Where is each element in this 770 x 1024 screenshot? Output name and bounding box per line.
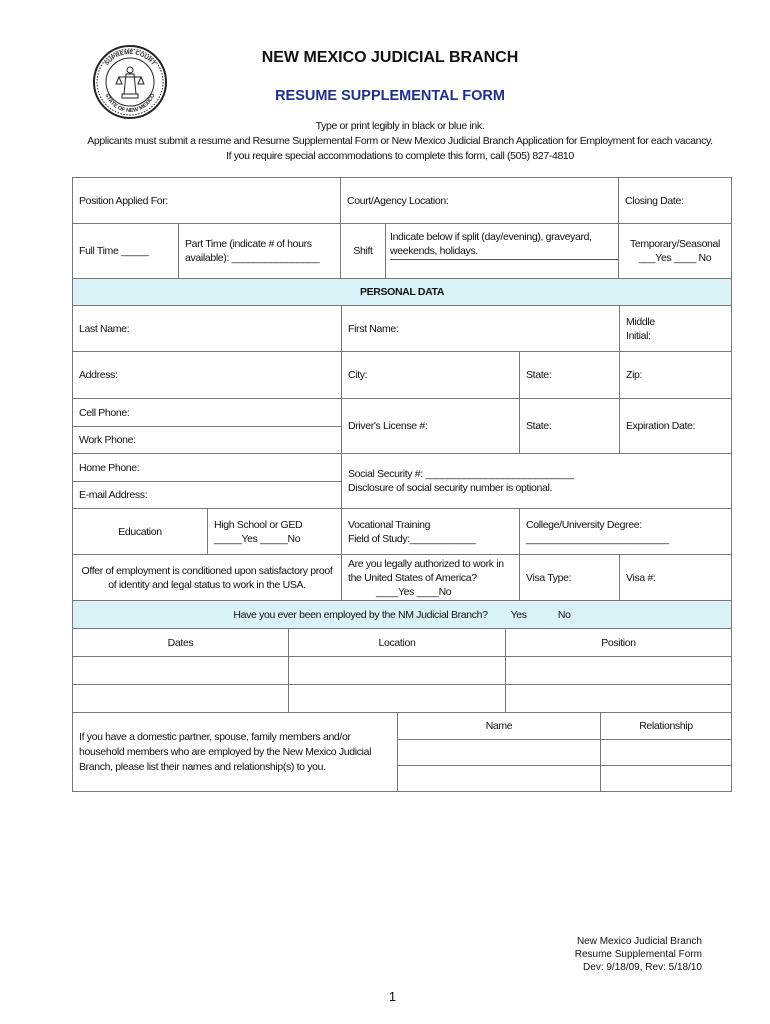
visa-type-field[interactable]: Visa Type:: [520, 555, 620, 601]
form-title: NEW MEXICO JUDICIAL BRANCH: [261, 49, 519, 66]
education-label: Education: [73, 509, 208, 555]
relatives-section: [72, 712, 732, 792]
table-row: [73, 685, 732, 713]
personal-data-section: [72, 278, 732, 509]
work-phone-field[interactable]: Work Phone:: [73, 427, 342, 454]
footer-info: New Mexico Judicial Branch Resume Supplemental Form Dev: 9/18/09, Rev: 5/18/10: [574, 936, 702, 973]
employment-history-section: [72, 600, 732, 713]
col-dates: Dates: [73, 629, 289, 657]
email-field[interactable]: E-mail Address:: [73, 482, 342, 509]
table-row: [73, 657, 732, 685]
col-relationship: Relationship: [601, 713, 732, 740]
dates-cell[interactable]: [73, 685, 289, 713]
position-applied-field[interactable]: Position Applied For:: [73, 178, 341, 224]
position-section: [72, 177, 732, 279]
position-cell[interactable]: [506, 657, 732, 685]
cell-phone-field[interactable]: Cell Phone:: [73, 399, 342, 427]
form-subtitle: RESUME SUPPLEMENTAL FORM: [275, 88, 505, 104]
location-cell[interactable]: [289, 657, 506, 685]
relationship-cell[interactable]: [601, 740, 732, 766]
relative-name-cell[interactable]: [398, 766, 601, 792]
position-cell[interactable]: [506, 685, 732, 713]
instruction-submit: Applicants must submit a resume and Resume Supplemental Form or New Mexico Judicial Branch Application for Employment for each vacancy.: [87, 135, 713, 147]
instruction-ink: Type or print legibly in black or blue ink.: [315, 120, 485, 132]
employed-yes-option[interactable]: Yes: [510, 608, 527, 621]
expiration-date-field[interactable]: Expiration Date:: [620, 399, 732, 454]
zip-field[interactable]: Zip:: [620, 352, 732, 399]
svg-text:STATE OF NEW MEXICO: STATE OF NEW MEXICO: [103, 92, 157, 115]
full-time-field[interactable]: Full Time _____: [73, 224, 179, 279]
col-position: Position: [506, 629, 732, 657]
page-number: 1: [388, 989, 397, 1004]
employed-question-row: [73, 601, 732, 629]
dates-cell[interactable]: [73, 657, 289, 685]
temporary-field[interactable]: Temporary/Seasonal ___Yes ____ No: [619, 224, 732, 279]
authorized-field[interactable]: Are you legally authorized to work in the United States of America? ____Yes ____No: [342, 555, 520, 601]
personal-data-heading: PERSONAL DATA: [73, 279, 732, 306]
state-field[interactable]: State:: [520, 352, 620, 399]
instruction-accommodations: If you require special accommodations to complete this form, call (505) 827-4810: [226, 150, 574, 162]
shift-label: Shift: [341, 224, 386, 279]
education-section: [72, 508, 732, 601]
relative-name-cell[interactable]: [398, 740, 601, 766]
visa-number-field[interactable]: Visa #:: [620, 555, 732, 601]
part-time-field[interactable]: Part Time (indicate # of hours available): ________________: [179, 224, 341, 279]
employed-no-option[interactable]: No: [557, 608, 571, 621]
col-name: Name: [398, 713, 601, 740]
court-location-field[interactable]: Court/Agency Location:: [341, 178, 619, 224]
ssn-note: Disclosure of social security number is optional.: [348, 482, 553, 494]
resume-form: [72, 177, 731, 792]
shift-field[interactable]: [386, 224, 619, 279]
location-cell[interactable]: [289, 685, 506, 713]
offer-note: Offer of employment is conditioned upon satisfactory proof of identity and legal status to work in the USA.: [73, 555, 342, 601]
svg-text:SUPREME COURT: SUPREME COURT: [104, 49, 156, 67]
high-school-field[interactable]: High School or GED _____Yes _____No: [208, 509, 342, 555]
shift-note: Indicate below if split (day/evening), graveyard, weekends, holidays.: [390, 230, 618, 260]
college-field[interactable]: College/University Degree: __________________________: [520, 509, 732, 555]
dl-state-field[interactable]: State:: [520, 399, 620, 454]
home-phone-field[interactable]: Home Phone:: [73, 454, 342, 482]
address-field[interactable]: Address:: [73, 352, 342, 399]
city-field[interactable]: City:: [342, 352, 520, 399]
vocational-field[interactable]: Vocational Training Field of Study:____________: [342, 509, 520, 555]
employed-question: Have you ever been employed by the NM Judicial Branch?: [233, 608, 488, 621]
middle-initial-field[interactable]: Middle Initial:: [620, 306, 732, 352]
ssn-field[interactable]: Social Security #: ___________________________ Disclosure of social security number is optional.: [342, 454, 732, 509]
col-location: Location: [289, 629, 506, 657]
drivers-license-field[interactable]: Driver's License #:: [342, 399, 520, 454]
relationship-cell[interactable]: [601, 766, 732, 792]
first-name-field[interactable]: First Name:: [342, 306, 620, 352]
relatives-note: If you have a domestic partner, spouse, family members and/or household members who are employed by the New Mexico Judicial Branch, please list their names and relationship(s) to you.: [73, 713, 398, 792]
closing-date-field[interactable]: Closing Date:: [619, 178, 732, 224]
last-name-field[interactable]: Last Name:: [73, 306, 342, 352]
